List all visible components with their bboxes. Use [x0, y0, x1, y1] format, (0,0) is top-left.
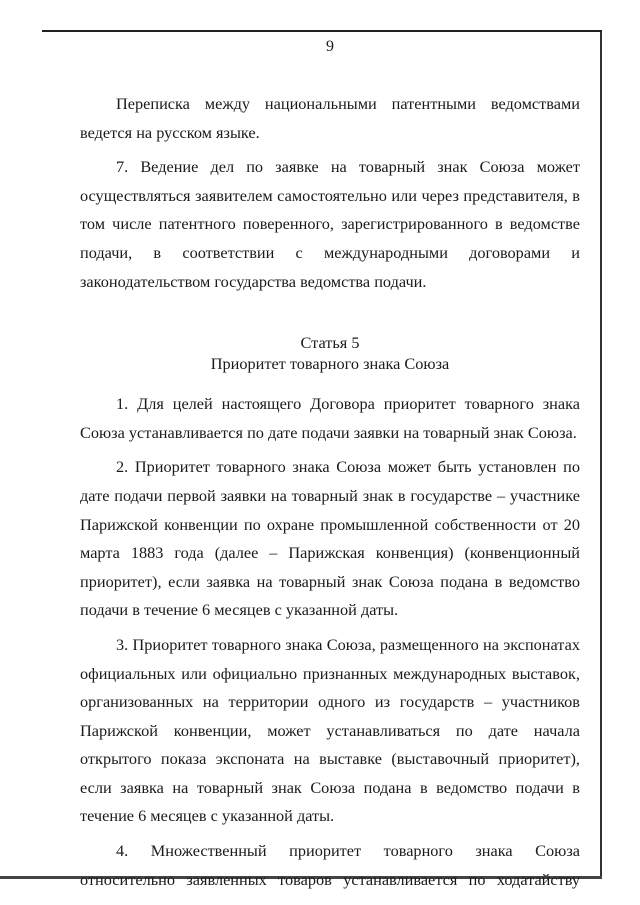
document-page — [80, 38, 580, 900]
article-title: Приоритет товарного знака Союза — [210, 354, 450, 374]
article-number: Статья 5 — [300, 333, 360, 353]
paragraph-7: 7. Ведение дел по заявке на товарный знак Союза может осуществляться заявителем самостоятельно или через представителя, в том числе патентного поверенного, зарегистрированного в ведомстве подачи, в соответствии с международными договорами и законодательством государства ведомства подачи. — [80, 157, 580, 291]
paragraph-4: 4. Множественный приоритет товарного знака Союза относительно заявленных товаров устанавливается по ходатайству — [80, 841, 580, 889]
scan-edge-top — [42, 30, 602, 32]
article-heading — [80, 332, 580, 374]
paragraph-2: 2. Приоритет товарного знака Союза может быть установлен по дате подачи первой заявки на товарный знак в государстве – участнике Парижской конвенции по охране промышленной собственности от 20 марта 1883 года (далее – Парижская конвенция) (конвенционный приоритет), если заявка на товарный знак Союза подана в ведомство подачи в течение 6 месяцев с указанной даты. — [80, 457, 580, 620]
scan-edge-right — [600, 32, 602, 877]
paragraph-1: 1. Для целей настоящего Договора приоритет товарного знака Союза устанавливается по дате подачи заявки на товарный знак Союза. — [80, 394, 580, 442]
page-number: 9 — [326, 38, 334, 55]
paragraph-correspondence: Переписка между национальными патентными ведомствами ведется на русском языке. — [80, 94, 580, 142]
paragraph-3: 3. Приоритет товарного знака Союза, размещенного на экспонатах официальных или официально признанных международных выставок, организованных на территории одного из государств – участников Парижской конвенции, может устанавливаться по дате начала открытого показа экспоната на выставке (выставочный приоритет), если заявка на товарный знак Союза подана в ведомство подачи в течение 6 месяцев с указанной даты. — [80, 634, 580, 826]
